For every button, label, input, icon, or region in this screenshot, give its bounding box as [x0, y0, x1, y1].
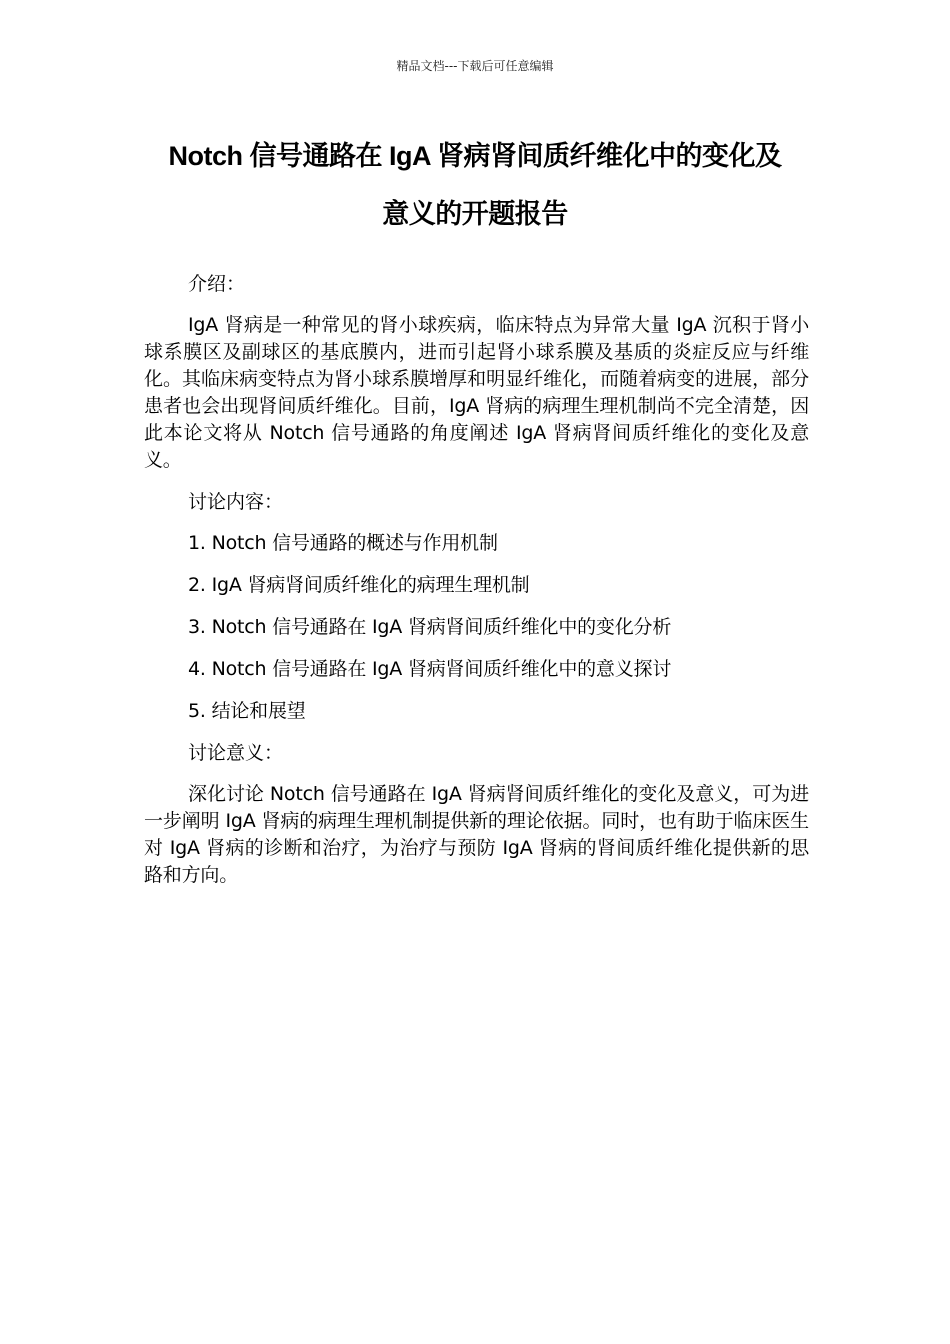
content-heading: 讨论内容： [188, 491, 284, 513]
content-list-item: 3. Notch 信号通路在 IgA 肾病肾间质纤维化中的变化分析 [188, 616, 672, 638]
significance-heading: 讨论意义： [188, 742, 284, 764]
page-header: 精品文档---下载后可任意编辑 [396, 59, 554, 73]
content-list-item: 5. 结论和展望 [188, 700, 306, 722]
title-line-1: Notch 信号通路在 IgA 肾病肾间质纤维化中的变化及 [168, 141, 782, 171]
content-list-item: 1. Notch 信号通路的概述与作用机制 [188, 532, 498, 554]
title-line-2: 意义的开题报告 [382, 199, 568, 229]
document-title [120, 134, 830, 250]
content-list-item: 2. IgA 肾病肾间质纤维化的病理生理机制 [188, 574, 530, 596]
document-body [144, 271, 809, 904]
content-list-item: 4. Notch 信号通路在 IgA 肾病肾间质纤维化中的意义探讨 [188, 658, 672, 680]
intro-paragraph: IgA 肾病是一种常见的肾小球疾病，临床特点为异常大量 IgA 沉积于肾小球系膜区及副球区的基底膜内，进而引起肾小球系膜及基质的炎症反应与纤维化。其临床病变特点为肾小球系膜增厚和明显纤维化，而随着病变的进展，部分患者也会出现肾间质纤维化。目前，IgA 肾病的病理生理机制尚不完全清楚，因此本论文将从 Notch 信号通路的角度阐述 IgA 肾病肾间质纤维化的变化及意义。 [144, 314, 809, 471]
intro-heading: 介绍： [188, 273, 246, 295]
significance-paragraph: 深化讨论 Notch 信号通路在 IgA 肾病肾间质纤维化的变化及意义，可为进一步阐明 IgA 肾病的病理生理机制提供新的理论依据。同时，也有助于临床医生对 IgA 肾病的诊断和治疗，为治疗与预防 IgA 肾病的肾间质纤维化提供新的思路和方向。 [144, 783, 809, 886]
